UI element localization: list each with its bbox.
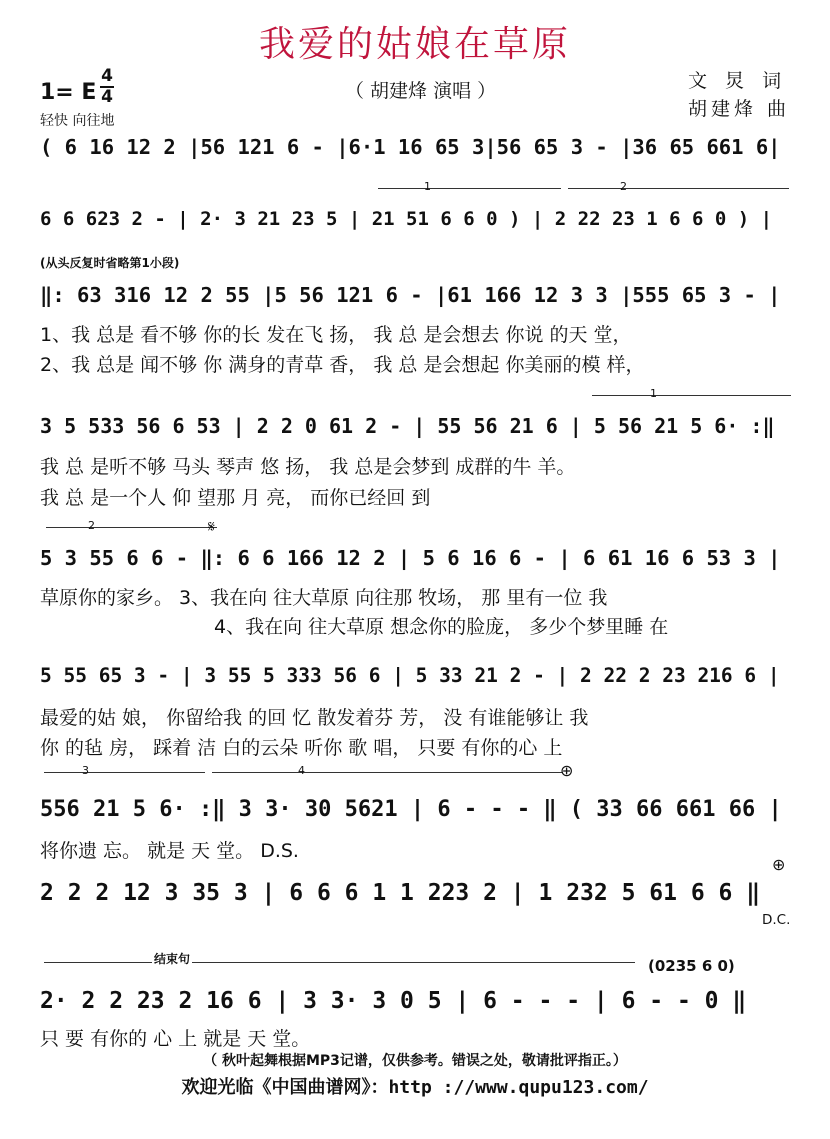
meter-bottom: 4 (101, 87, 113, 107)
notation-row: ( 6 16 12 2 |56 121 6 - |6·1 16 65 3|56 65 3 - |36 65 661 6| (40, 135, 781, 159)
tempo-marking: 轻快 向往地 (40, 113, 115, 129)
ending-label: 结束句 (154, 952, 191, 966)
dc-marking: D.C. (762, 912, 791, 928)
lyricist-credit: 文 炅 词 (688, 70, 788, 92)
volta-label: 2 (620, 180, 627, 193)
volta-bracket (212, 772, 563, 773)
volta-bracket (46, 527, 217, 528)
site-link[interactable]: 欢迎光临《中国曲谱网》：http ://www.qupu123.com/ (181, 1077, 649, 1098)
composer-credit: 胡建烽 曲 (688, 98, 791, 120)
transcription-credit: （ 秋叶起舞根据MP3记谱，仅供参考。错误之处，敬请批评指正。） (203, 1053, 627, 1069)
volta-bracket (44, 962, 635, 963)
coda-icon: ⊕ (560, 761, 574, 780)
notation-row: 6 6 623 2 - | 2· 3 21 23 5 | 21 51 6 6 0 ) | 2 22 23 1 6 6 0 ) | (40, 208, 773, 230)
lyric-line: 只 要 有你的 心 上 就是 天 堂。 (40, 1028, 311, 1050)
lyric-line: 2、我 总是 闻不够 你 满身的青草 香， 我 总 是会想起 你美丽的模 样， (40, 354, 645, 376)
notation-row: 2 2 2 12 3 35 3 | 6 6 6 1 1 223 2 | 1 232 5 61 6 6 ‖ (40, 880, 761, 906)
meter-top: 4 (101, 66, 113, 86)
volta-label: 3 (82, 764, 89, 777)
volta-label: 1 (650, 387, 657, 400)
volta-bracket (592, 395, 791, 396)
lyric-line: 你 的毡 房， 踩着 洁 白的云朵 听你 歌 唱， 只要 有你的心 上 (40, 737, 563, 759)
lyric-line: 最爱的姑 娘， 你留给我 的回 忆 散发着芬 芳， 没 有谁能够让 我 (40, 707, 589, 729)
notation-row: 556 21 5 6· :‖ 3 3· 30 5621 | 6 - - - ‖ ( 33 66 661 66 | (40, 797, 782, 822)
notation-row: 2· 2 2 23 2 16 6 | 3 3· 3 0 5 | 6 - - - | 6 - - 0 ‖ (40, 988, 747, 1014)
coda-icon: ⊕ (772, 855, 786, 874)
lyric-line: 我 总 是听不够 马头 琴声 悠 扬， 我 总是会梦到 成群的牛 羊。 (40, 456, 576, 478)
repeat-note: (从头反复时省略第1小段) (40, 256, 180, 270)
segno-icon: 𝄋 (208, 517, 215, 536)
performer-credit: （ 胡建烽 演唱 ） (345, 80, 497, 102)
lyric-line: 将你遗 忘。 就是 天 堂。 D.S. (40, 840, 299, 862)
key-signature: 1= E (40, 80, 97, 105)
lyric-line: 我 总 是一个人 仰 望那 月 亮， 而你已经回 到 (40, 487, 431, 509)
notation-row: ‖: 63 316 12 2 55 |5 56 121 6 - |61 166 12 3 3 |555 65 3 - | (40, 283, 781, 307)
notation-row: 3 5 533 56 6 53 | 2 2 0 61 2 - | 55 56 21 6 | 5 56 21 5 6· :‖ (40, 414, 775, 438)
volta-bracket (44, 772, 205, 773)
volta-label: 4 (298, 764, 305, 777)
volta-label: 1 (424, 180, 431, 193)
volta-bracket (568, 188, 789, 189)
notation-row: 5 55 65 3 - | 3 55 5 333 56 6 | 5 33 21 2 - | 2 22 2 23 216 6 | (40, 664, 780, 687)
lyric-line: 草原你的家乡。 3、我在向 往大草原 向往那 牧场， 那 里有一位 我 (40, 587, 608, 609)
volta-label: 2 (88, 519, 95, 532)
lyric-line: 1、我 总是 看不够 你的长 发在飞 扬， 我 总 是会想去 你说 的天 堂， (40, 324, 632, 346)
volta-bracket (378, 188, 561, 189)
lyric-line: 4、我在向 往大草原 想念你的脸庞， 多少个梦里睡 在 (214, 616, 669, 638)
ending-parenthetical: (0235 6 0) (648, 957, 735, 975)
time-signature (100, 68, 114, 106)
notation-row: 5 3 55 6 6 - ‖: 6 6 166 12 2 | 5 6 16 6 - | 6 61 16 6 53 3 | (40, 546, 781, 570)
score-title: 我爱的姑娘在草原 (258, 24, 571, 65)
